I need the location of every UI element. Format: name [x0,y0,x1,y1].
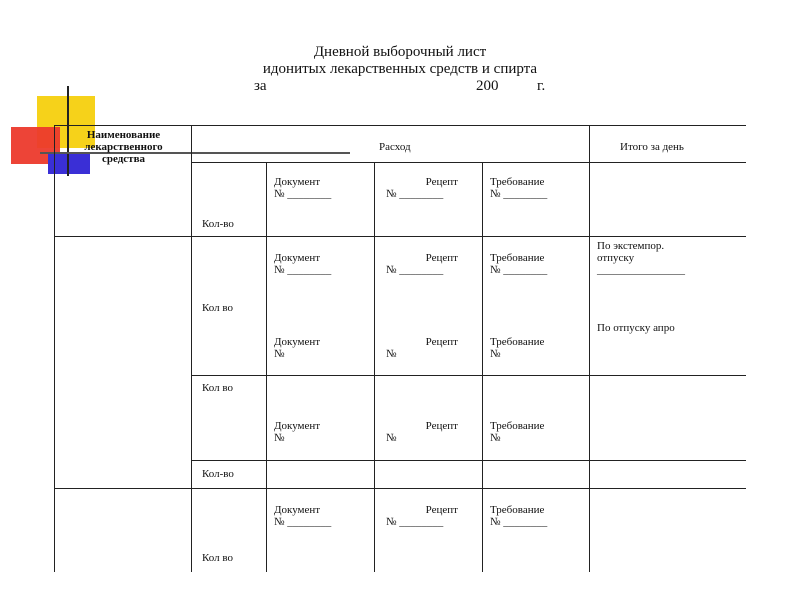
row3-doc: Документ № ________ [274,504,332,528]
table-top-border [54,125,746,126]
row2b-kolvo: Кол во [202,382,234,394]
recept-col-border [482,162,483,572]
header-itogo: Итого за день [620,141,684,153]
za-label: за [254,78,267,94]
row2a-recept: Рецепт № ________ [386,252,458,276]
itogo-col-border [589,125,590,572]
row3-recept: Рецепт № ________ [386,504,458,528]
row2a-treb: Требование № ________ [490,252,548,276]
doc-col-border [374,162,375,572]
table-left-border [54,125,55,572]
row2a-doc: Документ № ________ [274,252,332,276]
page-subtitle: идонитых лекарственных средств и спирта [262,61,538,77]
row2c-kolvo: Кол-во [202,468,234,480]
row1-kolvo: Кол-во [202,218,234,230]
row2a-doc2: Документ № [274,336,321,360]
row2c-bottom-border [54,488,746,489]
row2a-kolvo: Кол во [202,302,234,314]
name-col-border [191,125,192,572]
row2b-recept: Рецепт № [386,420,458,444]
header-name-col: Наименование лекарственного средства [84,129,163,165]
g-label: г. [537,78,546,94]
header-rashod: Расход [379,141,411,153]
row2b-treb: Требование № [490,420,545,444]
row2b-bottom-border [191,460,746,461]
year-label: 200 [476,78,499,94]
row1-bottom-border [54,236,746,237]
row1-recept: Рецепт № ________ [386,176,458,200]
row2b-doc: Документ № [274,420,321,444]
page-title: Дневной выборочный лист [313,44,487,60]
row2a-recept2: Рецепт № [386,336,458,360]
row2-itogo-apro: По отпуску апро [597,322,675,334]
row2-itogo-ekstempor: По экстемпор. отпуску ________________ [597,240,685,276]
row3-treb: Требование № ________ [490,504,548,528]
row1-treb: Требование № ________ [490,176,548,200]
row3-kolvo: Кол во [202,552,234,564]
row1-doc: Документ № ________ [274,176,332,200]
kolvo-col-border [266,162,267,572]
row2a-bottom-border [191,375,746,376]
row2a-treb2: Требование № [490,336,545,360]
header-bottom-border [191,162,746,163]
